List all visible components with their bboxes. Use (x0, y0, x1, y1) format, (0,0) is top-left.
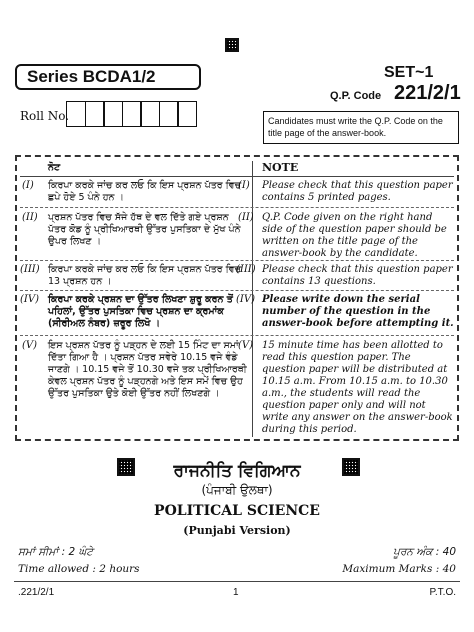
note-text-en: Q.P. Code given on the right hand side of the question paper should be written on the title page of the answer-book by the candidate. (262, 212, 447, 259)
roll-box (140, 101, 160, 127)
roll-box (159, 101, 179, 127)
series-label: Series BCDA1/2 (15, 64, 201, 90)
qp-code-label: Q.P. Code (330, 90, 382, 102)
time-allowed-en: Time allowed : 2 hours (18, 563, 140, 575)
note-text-pa: ਕਿਰਪਾ ਕਰਕੇ ਜਾਂਚ ਕਰ ਲਓ ਕਿ ਇਸ ਪ੍ਰਸ਼ਨ ਪੱਤਰ ਵਿਚ ਛਪੇ ਹੋਏ 5 ਪੰਨੇ ਹਨ । (48, 180, 242, 203)
note-number: (II) (22, 212, 38, 223)
note-number: (III) (236, 264, 256, 275)
note-number: (V) (238, 340, 254, 351)
candidates-note: Candidates must write the Q.P. Code on the title page of the answer-book. (263, 111, 459, 144)
set-label: SET~1 (384, 64, 434, 81)
note-text-pa: ਕਿਰਪਾ ਕਰਕੇ ਜਾਂਚ ਕਰ ਲਓ ਕਿ ਇਸ ਪ੍ਰਸ਼ਨ ਪੱਤਰ ਵਿਚ 13 ਪ੍ਰਸ਼ਨ ਹਨ । (48, 264, 242, 287)
note-number: (V) (22, 340, 38, 351)
note-text-pa: ਪ੍ਰਸ਼ਨ ਪੱਤਰ ਵਿਚ ਸੱਜੇ ਹੱਥ ਦੇ ਵਲ ਦਿੱਤੇ ਗਏ ਪ੍ਰਸ਼ਨ ਪੱਤਰ ਕੋਡ ਨੂੰ ਪ੍ਰੀਖਿਆਰਥੀ ਉੱਤਰ ਪੁਸਤਿਕਾ ਦੇ ਮੁੱਖ ਪੰਨੇ ਉਪਰ ਲਿਖਣ । (48, 212, 241, 247)
note-number: (III) (20, 264, 40, 275)
note-separator (20, 335, 454, 336)
note-separator (20, 260, 454, 261)
note-separator (20, 290, 454, 291)
note-text-pa: ਕਿਰਪਾ ਕਰਕੇ ਪ੍ਰਸ਼ਨ ਦਾ ਉੱਤਰ ਲਿਖਣਾ ਸ਼ੁਰੂ ਕਰਨ ਤੋਂ ਪਹਿਲਾਂ, ਉੱਤਰ ਪੁਸਤਿਕਾ ਵਿਚ ਪ੍ਰਸ਼ਨ ਦਾ ਕ੍ਰਮਾਂਕ (ਸੀਰੀਅਲ ਨੰਬਰ) ਜ਼ਰੂਰ ਲਿਖੋ । (48, 294, 233, 329)
roll-no-boxes (66, 101, 196, 127)
page-number: 1 (233, 587, 239, 598)
note-number: (II) (238, 212, 254, 223)
qr-code-icon (225, 38, 239, 52)
notes-heading-pa: ਨੋਟ (48, 162, 61, 173)
subject-subtitle-pa: (ਪੰਜਾਬੀ ਉਲਥਾ) (201, 483, 273, 497)
notes-heading-en: NOTE (262, 161, 299, 174)
note-number: (IV) (20, 294, 39, 305)
roll-box (85, 101, 105, 127)
roll-box (66, 101, 86, 127)
note-number: (I) (22, 180, 34, 191)
roll-box (103, 101, 123, 127)
subject-title-en: POLITICAL SCIENCE (154, 503, 320, 519)
note-text-en: Please check that this question paper contains 13 questions. (262, 264, 453, 287)
roll-box (177, 101, 197, 127)
note-text-en: Please check that this question paper contains 5 printed pages. (262, 180, 453, 203)
subject-subtitle-en: (Punjabi Version) (183, 524, 291, 537)
note-number: (I) (238, 180, 250, 191)
note-number: (IV) (236, 294, 255, 305)
time-allowed-pa: ਸਮਾਂ ਸੀਮਾਂ : 2 ਘੰਟੇ (18, 546, 94, 558)
roll-no-label: Roll No. (20, 109, 70, 123)
footer-code: .221/2/1 (18, 587, 55, 598)
subject-title-pa: ਰਾਜਨੀਤਿ ਵਿਗਿਆਨ (173, 461, 301, 481)
footer-rule (14, 581, 460, 582)
pto-label: P.T.O. (429, 587, 456, 598)
qp-code-value: 221/2/1 (394, 82, 461, 104)
note-text-en: Please write down the serial number of the question in the answer-book before attempting it. (262, 294, 454, 329)
max-marks-en: Maximum Marks : 40 (342, 563, 456, 575)
roll-box (122, 101, 142, 127)
max-marks-pa: ਪੂਰਨ ਅੰਕ : 40 (393, 546, 456, 558)
note-text-pa: ਇਸ ਪ੍ਰਸ਼ਨ ਪੱਤਰ ਨੂੰ ਪੜ੍ਹਨ ਦੇ ਲਈ 15 ਮਿੰਟ ਦਾ ਸਮਾਂ ਦਿੱਤਾ ਗਿਆ ਹੈ । ਪ੍ਰਸ਼ਨ ਪੱਤਰ ਸਵੇਰੇ 10.15 ਵਜੇ ਵੰਡੇ ਜਾਣਗੇ । 10.15 ਵਜੇ ਤੋਂ 10.30 ਵਜੇ ਤਕ ਪ੍ਰੀਖਿਆਰਥੀ ਕੇਵਲ ਪ੍ਰਸ਼ਨ ਪੱਤਰ ਨੂੰ ਪੜ੍ਹਨਗੇ ਅਤੇ ਇਸ ਸਮੇਂ ਵਿਚ ਉਹ ਉੱਤਰ ਪੁਸਤਿਕਾ ਉਤੇ ਕੋਈ ਉੱਤਰ ਨਹੀਂ ਲਿਖਣਗੇ । (48, 340, 247, 399)
notes-heading-rule (20, 176, 454, 177)
note-separator (20, 207, 454, 208)
note-text-en: 15 minute time has been allotted to read this question paper. The question paper will be distributed at 10.15 a.m. From 10.15 a.m. to 10.30 a.m., the students will read the question paper only and will not write any answer on the answer-book during this period. (262, 340, 453, 435)
